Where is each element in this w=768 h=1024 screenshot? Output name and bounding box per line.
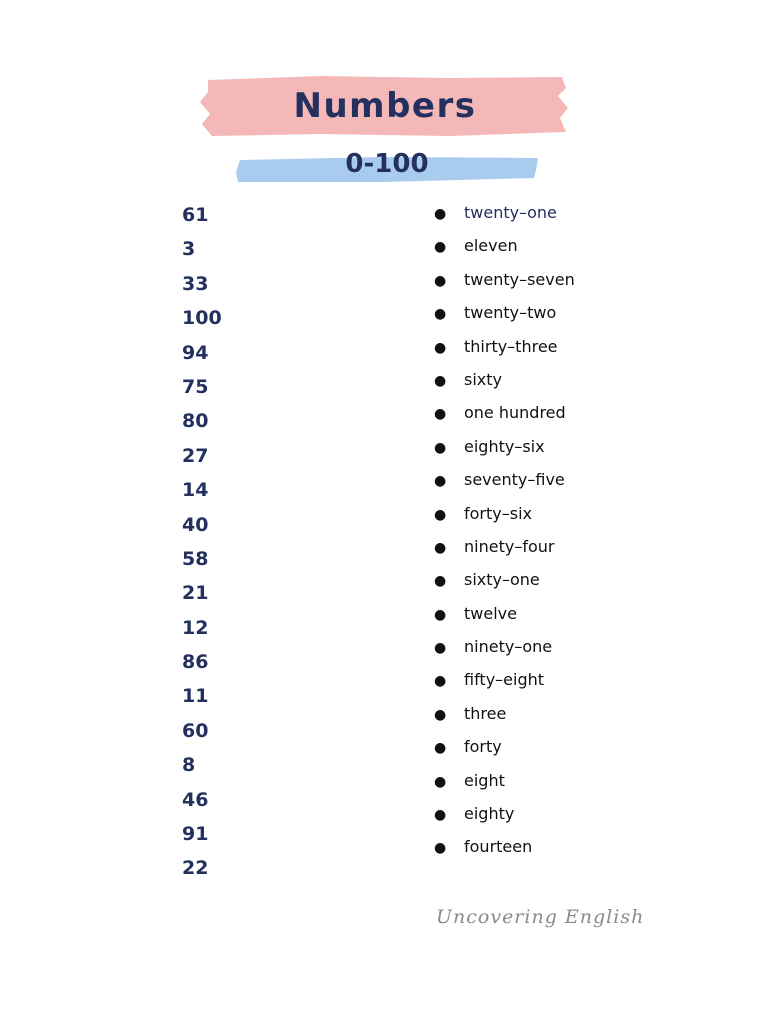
bullet-icon: ● [434,640,447,657]
bullet-icon: ● [434,372,447,389]
word-text: twenty–two [464,303,557,323]
brand-signature: Uncovering English [436,906,645,928]
word-item [434,463,575,496]
word-item [434,563,575,596]
bullet-icon: ● [434,439,447,456]
word-item [434,630,575,663]
bullet-icon: ● [434,573,447,590]
number-item: 14 [182,479,209,502]
word-text: eighty–six [464,436,545,456]
word-item [434,396,575,429]
bullet-icon: ● [434,506,447,523]
word-text: thirty–three [464,336,558,356]
bullet-icon: ● [434,339,447,356]
word-item [434,363,575,396]
number-item: 8 [182,754,196,777]
page-subtitle: 0-100 [345,149,429,179]
word-text: sixty [464,369,502,389]
bullet-icon: ● [434,673,447,690]
bullet-icon: ● [434,706,447,723]
number-item: 60 [182,719,209,742]
number-item: 11 [182,685,209,708]
word-item [434,330,575,363]
word-item [434,730,575,763]
word-item [434,530,575,563]
number-item: 22 [182,857,209,880]
bullet-icon: ● [434,306,447,323]
word-text: eleven [464,236,518,256]
bullet-icon: ● [434,406,447,423]
number-item: 61 [182,204,209,226]
number-item: 80 [182,410,209,433]
word-text: seventy–five [464,470,565,490]
number-item: 33 [182,272,209,295]
word-item [434,430,575,463]
word-text: sixty–one [464,570,540,590]
word-item [434,263,575,296]
word-text: twenty–seven [464,269,575,289]
bullet-icon: ● [434,473,447,490]
word-text: one hundred [464,403,566,423]
number-item: 86 [182,651,209,674]
word-item [434,764,575,797]
word-text: forty–six [464,503,532,523]
number-item: 94 [182,341,209,364]
bullet-icon: ● [434,807,447,824]
subtitle-banner [234,148,540,184]
word-text: eighty [464,804,515,824]
number-item: 91 [182,823,209,846]
word-text: twenty–one [464,203,557,222]
word-item [434,229,575,262]
bullet-icon: ● [434,840,447,857]
number-item: 40 [182,513,209,536]
number-item: 75 [182,375,209,398]
word-text: three [464,703,507,723]
words-column [434,196,575,864]
number-item: 12 [182,616,209,639]
bullet-icon: ● [434,239,447,256]
bullet-icon: ● [434,272,447,289]
word-text: twelve [464,603,517,623]
word-item [434,663,575,696]
word-item [434,296,575,329]
page-title: Numbers [293,86,477,126]
bullet-icon: ● [434,206,447,222]
bullet-icon: ● [434,773,447,790]
number-item: 46 [182,788,209,811]
number-item: 3 [182,238,196,261]
word-text: forty [464,737,502,757]
word-item [434,196,575,229]
number-item: 21 [182,582,209,605]
word-item [434,797,575,830]
title-banner [200,74,570,138]
word-text: fifty–eight [464,670,545,690]
word-item [434,597,575,630]
number-item: 58 [182,547,209,570]
word-item [434,497,575,530]
bullet-icon: ● [434,606,447,623]
word-text: fourteen [464,837,533,857]
number-item: 100 [182,307,222,330]
number-item: 27 [182,444,209,467]
word-text: ninety–one [464,637,553,657]
word-text: eight [464,770,505,790]
word-item [434,697,575,730]
word-text: ninety–four [464,536,555,556]
numbers-column [182,198,222,886]
bullet-icon: ● [434,740,447,757]
word-item [434,830,575,863]
bullet-icon: ● [434,539,447,556]
